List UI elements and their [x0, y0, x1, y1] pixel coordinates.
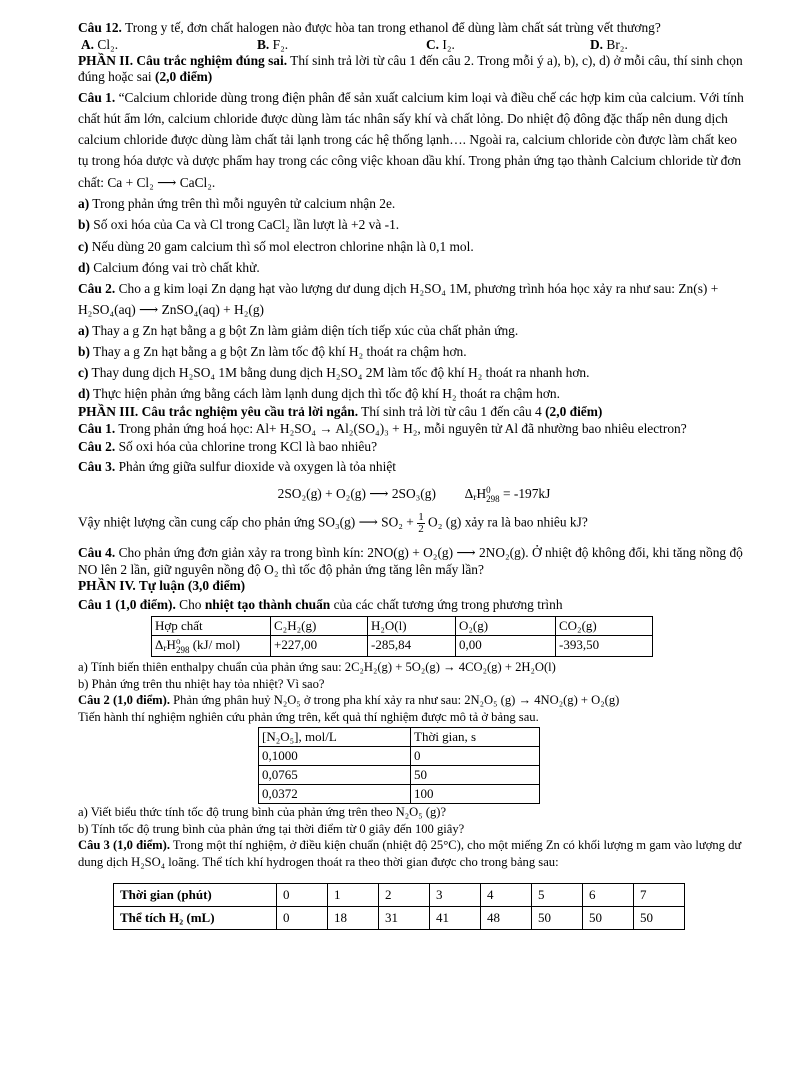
n2o5-table: [258, 727, 540, 804]
option-a: A. Cl₂.: [81, 36, 119, 52]
part4-q2: Câu 2 (1,0 điểm). Phản ứng phân huỷ N₂O₅ ở trong pha khí xảy ra như sau: 2N₂O₅ (g) → 4NO₂(g) + O₂(g): [78, 693, 620, 708]
part2-q1-a: a) Trong phản ứng trên thì mỗi nguyên tử calcium nhận 2e.: [78, 195, 396, 211]
part2-q1-d: d) Calcium đóng vai trò chất khử.: [78, 259, 260, 275]
part3-heading: PHẦN III. Câu trắc nghiệm yêu cầu trả lời ngắn. Thí sinh trả lời từ câu 1 đến câu 4 (2,0 điểm): [78, 404, 603, 420]
part3-q4: Câu 4. Cho phản ứng đơn giản xảy ra trong bình kín: 2NO(g) + O₂(g) ⟶ 2NO₂(g). Ở nhiệt độ không đổi, khi tăng nồng độ NO lên 2 lần, giữ nguyên nồng độ O₂ thì tốc độ phản ứng tăng lên mấy lần?: [78, 545, 743, 577]
table-row: Hợp chất C₂H₂(g) H₂O(l) O₂(g) CO₂(g): [152, 617, 653, 636]
table-row: Thời gian (phút) 0 1 2 3 4 5 6 7: [114, 884, 685, 907]
q12-stem: Câu 12. Trong y tế, đơn chất halogen nào được hòa tan trong ethanol để dùng làm chất sát trùng vết thương?: [78, 20, 661, 35]
table-row: 0,0765 50: [259, 766, 540, 785]
part3-q3-equation: 2SO₂(g) + O₂(g) ⟶ 2SO₃(g) $\Delta_rH$ 0 298 = -197kJ: [277, 485, 551, 505]
part4-q2-a: a) Viết biểu thức tính tốc độ trung bình của phản ứng trên theo N₂O₅ (g)?: [78, 805, 447, 820]
fraction-one-half: $\frac{1}{2}$: [418, 511, 424, 536]
part2-q1-b: b) Số oxi hóa của Ca và Cl trong CaCl₂ lần lượt là +2 và -1.: [78, 217, 400, 233]
part4-q1-b: b) Phản ứng trên thu nhiệt hay tỏa nhiệt? Vì sao?: [78, 676, 325, 691]
exam-page: [78, 20, 750, 930]
part2-q2: Câu 2. Cho a g kim loại Zn dạng hạt vào lượng dư dung dịch H₂SO₄ 1M, phương trình hóa học xảy ra như sau: Zn(s) + H₂SO₄(aq) ⟶ ZnSO₄(aq) + H₂(g): [78, 281, 719, 318]
enthalpy-table: [151, 616, 653, 657]
table-row: 0,1000 0: [259, 747, 540, 766]
option-b: B. F₂.: [257, 36, 289, 52]
part2-q1: Câu 1. “Calcium chloride dùng trong điện phân để sản xuất calcium kim loại và điều chế các hợp kim của calcium. Với tính chất hút ẩm lớn, calcium chloride được dùng làm tác nhân sấy khí và chất lỏng. Do nhiệt độ đông đặc thấp nên dung dịch calcium chloride được dùng làm chất tải lạnh trong các hệ thống lạnh…. Ngoài ra, calcium chloride còn được làm chất keo tụ trong hóa dược và dược phẩm hay trong các công việc khoan dầu khí. Trong phản ứng tạo thành Calcium chloride từ đơn chất: Ca + Cl₂ ⟶ CaCl₂.: [78, 89, 744, 190]
option-c: C. I₂.: [426, 36, 455, 52]
part2-q2-b: b) Thay a g Zn hạt bằng a g bột Zn làm tốc độ khí H₂ thoát ra chậm hơn.: [78, 344, 467, 360]
part4-heading: PHẦN IV. Tự luận (3,0 điểm): [78, 578, 246, 594]
table-row: Thể tích H₂ (mL) 0 18 31 41 48 50 50 50: [114, 907, 685, 930]
part2-q2-d: d) Thực hiện phản ứng bằng cách làm lạnh dung dịch thì tốc độ khí H₂ thoát ra chậm hơn.: [78, 386, 560, 402]
part3-q1: Câu 1. Trong phản ứng hoá học: Al+ H₂SO₄ → Al₂(SO₄)₃ + H₂, mỗi nguyên tử Al đã nhường bao nhiêu electron?: [78, 420, 687, 436]
part2-q2-a: a) Thay a g Zn hạt bằng a g bột Zn làm giảm diện tích tiếp xúc của chất phản ứng.: [78, 323, 519, 339]
part4-q1: Câu 1 (1,0 điểm). Cho nhiệt tạo thành chuẩn của các chất tương ứng trong phương trình: [78, 596, 563, 612]
part3-q3-question: Vậy nhiệt lượng cần cung cấp cho phản ứng SO₃(g) ⟶ SO₂ + $\frac{1}{2}$ O₂ (g) xảy ra là bao nhiêu kJ?: [78, 511, 588, 536]
part4-q1-a: a) Tính biến thiên enthalpy chuẩn của phản ứng sau: 2C₂H₂(g) + 5O₂(g) → 4CO₂(g) + 2H₂O(l): [78, 660, 556, 675]
table-row: 0,0372 100: [259, 785, 540, 804]
q12-title: Câu 12.: [78, 20, 122, 35]
q12-options: [78, 37, 750, 53]
part2-heading: PHẦN II. Câu trắc nghiệm đúng sai. Thí sinh trả lời từ câu 1 đến câu 2. Trong mỗi ý a), b), c), d) ở mỗi câu, thí sinh chọn đúng hoặc sai (2,0 điểm): [78, 52, 743, 84]
part4-q2-intro: Tiến hành thí nghiệm nghiên cứu phản ứng trên, kết quả thí nghiệm được mô tả ở bảng sau.: [78, 709, 539, 724]
table-row: [N₂O₅], mol/L Thời gian, s: [259, 728, 540, 747]
hydrogen-volume-table: [113, 883, 685, 930]
enthalpy-symbol: $\Delta_rH$ 0 298: [464, 485, 500, 505]
table-row: $\Delta_rH$ o 298 (kJ/ mol) +227,00 -285,84 0,00 -393,50: [152, 636, 653, 657]
option-d: D. Br₂.: [590, 36, 628, 52]
part3-q3: Câu 3. Phản ứng giữa sulfur dioxide và oxygen là tỏa nhiệt: [78, 458, 397, 474]
part4-q2-b: b) Tính tốc độ trung bình của phản ứng tại thời điểm từ 0 giây đến 100 giây?: [78, 821, 465, 836]
part4-q3: Câu 3 (1,0 điểm). Trong một thí nghiệm, ở điều kiện chuẩn (nhiệt độ 25°C), cho một miếng Zn có khối lượng m gam vào lượng dư dung dịch H₂SO₄ loãng. Thể tích khí hydrogen thoát ra theo thời gian được cho trong bảng sau:: [78, 838, 742, 869]
part2-q1-c: c) Nếu dùng 20 gam calcium thì số mol electron chlorine nhận là 0,1 mol.: [78, 238, 474, 254]
part2-q2-c: c) Thay dung dịch H₂SO₄ 1M bằng dung dịch H₂SO₄ 2M làm tốc độ khí H₂ thoát ra nhanh hơn.: [78, 365, 590, 381]
part3-q2: Câu 2. Số oxi hóa của chlorine trong KCl là bao nhiêu?: [78, 439, 378, 455]
